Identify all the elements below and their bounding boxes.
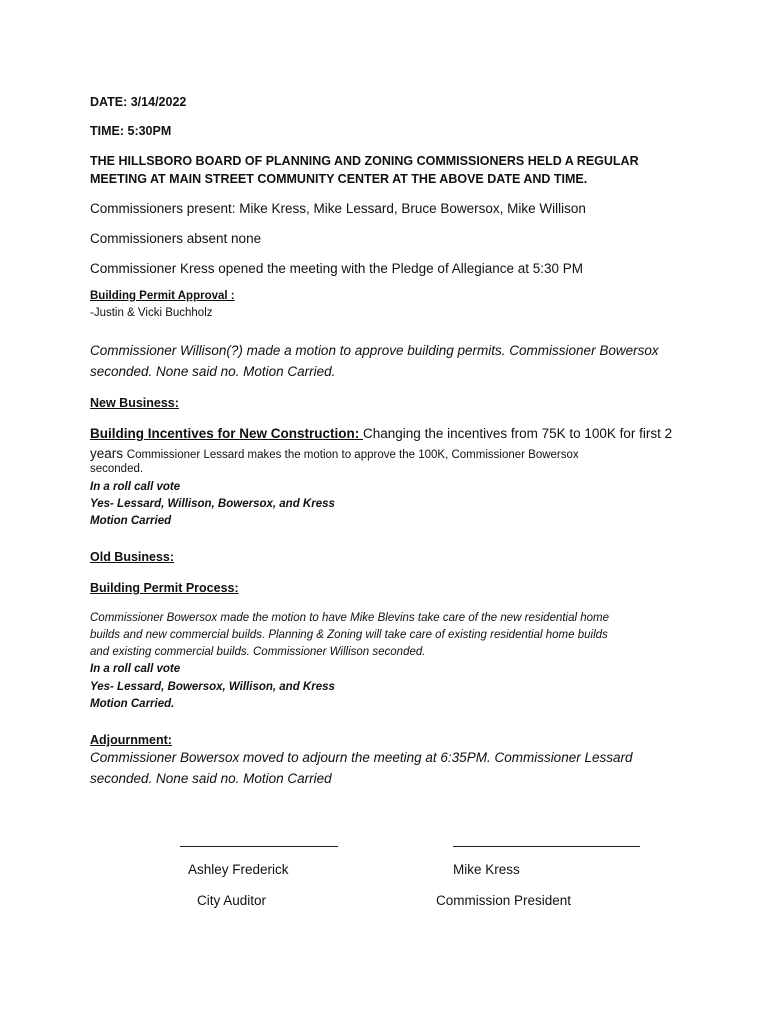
process-result: Motion Carried.	[90, 698, 175, 710]
right-signer-title: Commission President	[436, 893, 572, 908]
meeting-opened: Commissioner Kress opened the meeting with the Pledge of Allegiance at 5:30 PM	[90, 261, 584, 276]
permit-process-heading: Building Permit Process:	[90, 581, 239, 595]
incentives-motion: Commissioner Lessard makes the motion to approve the 100K, Commissioner Bowersox	[126, 449, 579, 461]
adjournment-line-1: Commissioner Bowersox moved to adjourn the meeting at 6:35PM. Commissioner Lessard	[90, 750, 633, 765]
incentives-line-3: seconded.	[90, 463, 144, 475]
left-signer-title: City Auditor	[197, 893, 267, 908]
adjournment-heading: Adjournment:	[90, 733, 172, 747]
permit-motion-line-1: Commissioner Willison(?) made a motion to approve building permits. Commissioner Bowersox	[90, 343, 659, 358]
left-signature-line	[180, 846, 338, 847]
meeting-time: TIME: 5:30PM	[90, 124, 172, 138]
commissioners-absent: Commissioners absent none	[90, 231, 262, 246]
process-line-3: and existing commercial builds. Commissioner Willison seconded.	[90, 646, 426, 658]
incentives-result: Motion Carried	[90, 515, 172, 527]
intro-line-1: THE HILLSBORO BOARD OF PLANNING AND ZONING COMMISSIONERS HELD A REGULAR	[90, 154, 639, 168]
process-line-1: Commissioner Bowersox made the motion to have Mike Blevins take care of the new residential home	[90, 612, 610, 624]
right-signer-name: Mike Kress	[453, 862, 520, 877]
permit-applicant: -Justin & Vicki Buchholz	[90, 307, 213, 319]
process-line-2: builds and new commercial builds. Planning & Zoning will take care of existing residential home builds	[90, 629, 608, 641]
intro-line-2: MEETING AT MAIN STREET COMMUNITY CENTER AT THE ABOVE DATE AND TIME.	[90, 172, 588, 186]
incentives-vote-yes: Yes- Lessard, Willison, Bowersox, and Kress	[90, 498, 335, 510]
incentives-line-2	[90, 445, 579, 463]
process-vote-yes: Yes- Lessard, Bowersox, Willison, and Kress	[90, 681, 335, 693]
commissioners-present: Commissioners present: Mike Kress, Mike Lessard, Bruce Bowersox, Mike Willison	[90, 201, 586, 216]
adjournment-line-2: seconded. None said no. Motion Carried	[90, 771, 332, 786]
incentives-line-1	[90, 426, 672, 441]
incentives-years: years	[90, 446, 127, 461]
process-vote-label: In a roll call vote	[90, 663, 181, 675]
left-signer-name: Ashley Frederick	[188, 862, 289, 877]
new-business-heading: New Business:	[90, 396, 179, 410]
permit-approval-heading: Building Permit Approval :	[90, 290, 235, 302]
meeting-date: DATE: 3/14/2022	[90, 95, 187, 109]
old-business-heading: Old Business:	[90, 550, 175, 564]
right-signature-line	[453, 846, 640, 847]
incentives-vote-label: In a roll call vote	[90, 481, 181, 493]
permit-motion-line-2: seconded. None said no. Motion Carried.	[90, 364, 336, 379]
incentives-heading: Building Incentives for New Construction:	[90, 426, 364, 441]
incentives-text: Changing the incentives from 75K to 100K for first 2	[363, 426, 673, 441]
